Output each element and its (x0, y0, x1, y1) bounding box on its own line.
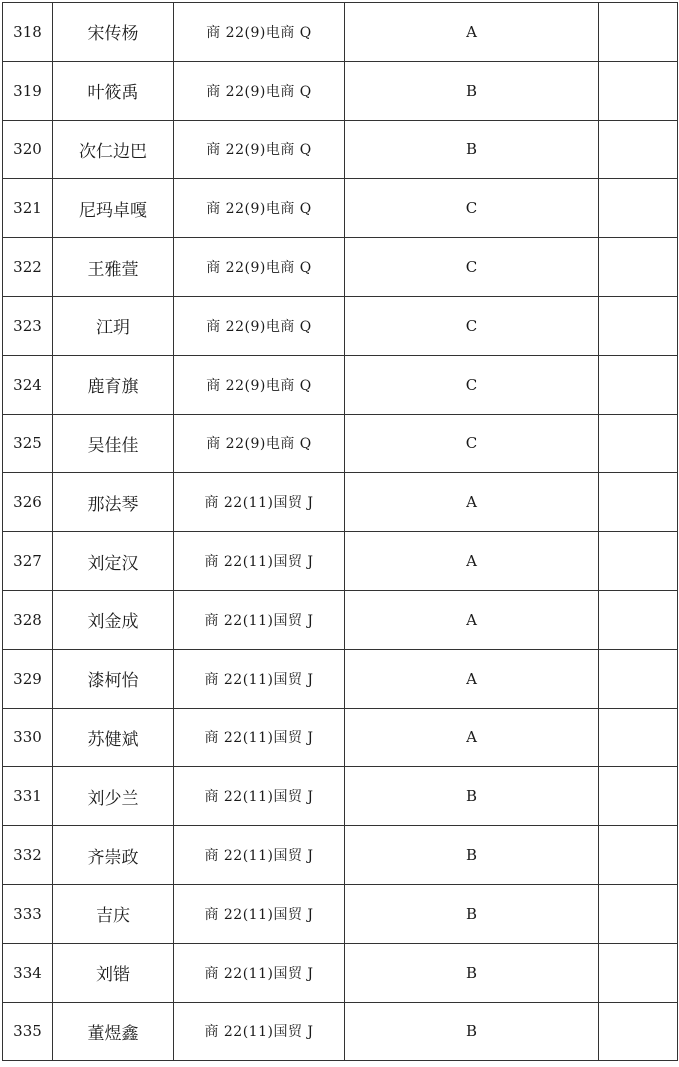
class-name: 商 22(9)电商 Q (174, 3, 345, 62)
class-name: 商 22(9)电商 Q (174, 120, 345, 179)
student-name: 吉庆 (53, 884, 174, 943)
class-name: 商 22(11)国贸 J (174, 1002, 345, 1061)
remark-cell (599, 767, 678, 826)
remark-cell (599, 179, 678, 238)
class-name: 商 22(9)电商 Q (174, 414, 345, 473)
table-row (3, 120, 678, 179)
grade-value: B (345, 943, 599, 1002)
remark-cell (599, 238, 678, 297)
grade-value: B (345, 884, 599, 943)
remark-cell (599, 414, 678, 473)
class-name: 商 22(11)国贸 J (174, 532, 345, 591)
grade-value: C (345, 355, 599, 414)
student-name: 刘定汉 (53, 532, 174, 591)
remark-cell (599, 1002, 678, 1061)
student-name: 次仁边巴 (53, 120, 174, 179)
class-name: 商 22(9)电商 Q (174, 355, 345, 414)
remark-cell (599, 3, 678, 62)
grade-value: A (345, 3, 599, 62)
class-name: 商 22(9)电商 Q (174, 296, 345, 355)
row-number: 319 (3, 61, 53, 120)
student-name: 尼玛卓嘎 (53, 179, 174, 238)
row-number: 328 (3, 590, 53, 649)
remark-cell (599, 355, 678, 414)
row-number: 320 (3, 120, 53, 179)
student-name: 王雅萱 (53, 238, 174, 297)
table-row (3, 767, 678, 826)
class-name: 商 22(11)国贸 J (174, 590, 345, 649)
roster-table (2, 2, 678, 1061)
grade-value: A (345, 590, 599, 649)
remark-cell (599, 884, 678, 943)
remark-cell (599, 649, 678, 708)
grade-value: C (345, 238, 599, 297)
row-number: 327 (3, 532, 53, 591)
table-row (3, 61, 678, 120)
table-row (3, 590, 678, 649)
table-row (3, 532, 678, 591)
grade-value: C (345, 296, 599, 355)
table-row (3, 826, 678, 885)
remark-cell (599, 826, 678, 885)
student-name: 苏健斌 (53, 708, 174, 767)
row-number: 325 (3, 414, 53, 473)
remark-cell (599, 473, 678, 532)
student-name: 刘金成 (53, 590, 174, 649)
class-name: 商 22(11)国贸 J (174, 826, 345, 885)
student-name: 吴佳佳 (53, 414, 174, 473)
table-row (3, 296, 678, 355)
remark-cell (599, 590, 678, 649)
student-name: 齐崇政 (53, 826, 174, 885)
row-number: 334 (3, 943, 53, 1002)
grade-value: B (345, 1002, 599, 1061)
class-name: 商 22(11)国贸 J (174, 884, 345, 943)
grade-value: A (345, 649, 599, 708)
table-row (3, 708, 678, 767)
table-row (3, 414, 678, 473)
student-name: 董煜鑫 (53, 1002, 174, 1061)
grade-value: B (345, 826, 599, 885)
student-name: 刘少兰 (53, 767, 174, 826)
row-number: 330 (3, 708, 53, 767)
row-number: 321 (3, 179, 53, 238)
roster-table-body (3, 3, 678, 1061)
class-name: 商 22(11)国贸 J (174, 943, 345, 1002)
row-number: 335 (3, 1002, 53, 1061)
table-row (3, 355, 678, 414)
row-number: 332 (3, 826, 53, 885)
row-number: 323 (3, 296, 53, 355)
grade-value: B (345, 61, 599, 120)
remark-cell (599, 943, 678, 1002)
grade-value: A (345, 532, 599, 591)
grade-value: A (345, 473, 599, 532)
table-row (3, 179, 678, 238)
row-number: 331 (3, 767, 53, 826)
class-name: 商 22(9)电商 Q (174, 179, 345, 238)
student-name: 那法琴 (53, 473, 174, 532)
class-name: 商 22(11)国贸 J (174, 473, 345, 532)
grade-value: C (345, 414, 599, 473)
class-name: 商 22(9)电商 Q (174, 238, 345, 297)
remark-cell (599, 120, 678, 179)
row-number: 322 (3, 238, 53, 297)
table-row (3, 3, 678, 62)
class-name: 商 22(9)电商 Q (174, 61, 345, 120)
row-number: 318 (3, 3, 53, 62)
table-row (3, 1002, 678, 1061)
row-number: 329 (3, 649, 53, 708)
remark-cell (599, 532, 678, 591)
student-name: 江玥 (53, 296, 174, 355)
remark-cell (599, 708, 678, 767)
remark-cell (599, 61, 678, 120)
row-number: 333 (3, 884, 53, 943)
table-row (3, 473, 678, 532)
table-row (3, 238, 678, 297)
student-name: 鹿育旗 (53, 355, 174, 414)
row-number: 324 (3, 355, 53, 414)
row-number: 326 (3, 473, 53, 532)
table-row (3, 884, 678, 943)
class-name: 商 22(11)国贸 J (174, 649, 345, 708)
table-row (3, 943, 678, 1002)
grade-value: A (345, 708, 599, 767)
student-name: 宋传杨 (53, 3, 174, 62)
table-row (3, 649, 678, 708)
student-name: 叶筱禹 (53, 61, 174, 120)
class-name: 商 22(11)国贸 J (174, 767, 345, 826)
grade-value: C (345, 179, 599, 238)
student-name: 漆柯怡 (53, 649, 174, 708)
remark-cell (599, 296, 678, 355)
student-name: 刘锴 (53, 943, 174, 1002)
grade-value: B (345, 767, 599, 826)
class-name: 商 22(11)国贸 J (174, 708, 345, 767)
grade-value: B (345, 120, 599, 179)
